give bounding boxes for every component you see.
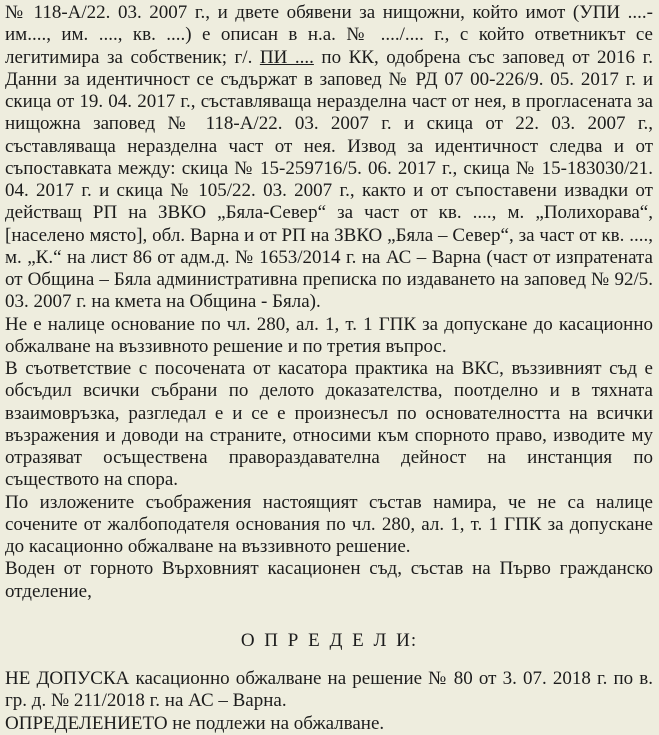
paragraph-vks-practice: В съответствие с посочената от касатора практика на ВКС, въззивният съд е обсъдил всички събрани по делото доказателства, поотделно и в тяхната взаимовръзка, разгледал е и се е произнесъл по основателността на всички възражения и доводи на страните, относими към спорното право, изводите му отразяват осъществена правораздавателна дейност на инстанция по съществото на спора. <box>5 358 653 491</box>
paragraph-text-before: № 118-А/22. 03. 2007 г., и двете обявени за нищожни, който имот (УПИ ....-им...., им. ...., кв. ....) е описан в н.а. № ..../.... г., с който ответникът се легитимира за собственик; г/. <box>5 2 653 68</box>
paragraph-no-grounds-third-question: Не е налице основание по чл. 280, ал. 1, т. 1 ГПК за допускане до касационно обжалване на въззивното решение и по третия въпрос. <box>5 313 653 357</box>
paragraph-no-appeal: ОПРЕДЕЛЕНИЕТО не подлежи на обжалване. <box>5 712 385 734</box>
paragraph-identity-analysis <box>5 2 653 314</box>
paragraph-court-composition: Воден от горното Върховният касационен съд, състав на Първо гражданско отделение, <box>5 558 653 602</box>
paragraph-ruling-decision: НЕ ДОПУСКА касационно обжалване на решение № 80 от 3. 07. 2018 г. по в. гр. д. № 211/2018 г. на АС – Варна. <box>5 668 653 712</box>
paragraph-text-after: по КК, одобрена със заповед от 2016 г. Данни за идентичност се съдържат в заповед № РД 07 00-226/9. 05. 2017 г. и скица от 19. 04. 2017 г., съставляваща неразделна част от нея, в прогласената за нищожна заповед № 118-А/22. 03. 2007 г. и скица от 22. 03. 2007 г., съставляваща неразделна част от нея. Извод за идентичност следва и от съпоставката между: скица № 15-259716/5. 06. 2017 г., скица № 15-183030/21. 04. 2017 г. и скица № 105/22. 03. 2007 г., както и от съпоставени извадки от действащ РП на ЗВКО „Бяла-Север“ за част от кв. ...., м. „Полихорава“, [населено място], обл. Варна и от РП на ЗВКО „Бяла – Север“, за част от кв. ...., м. „К.“ на лист 86 от адм.д. № 1653/2014 г. на АС – Варна (част от изпратената от Община – Бяла административна преписка по издаването на заповед № 92/5. 03. 2007 г. на кмета на Община - Бяла). <box>5 46 653 313</box>
underlined-property-reference: ПИ .... <box>259 46 314 68</box>
paragraph-conclusion: По изложените съображения настоящият състав намира, че не са налице сочените от жалбоподателя основания по чл. 280, ал. 1, т. 1 ГПК за допускане до касационно обжалване на въззивното решение. <box>5 491 653 557</box>
ruling-heading: О П Р Е Д Е Л И: <box>240 629 418 651</box>
